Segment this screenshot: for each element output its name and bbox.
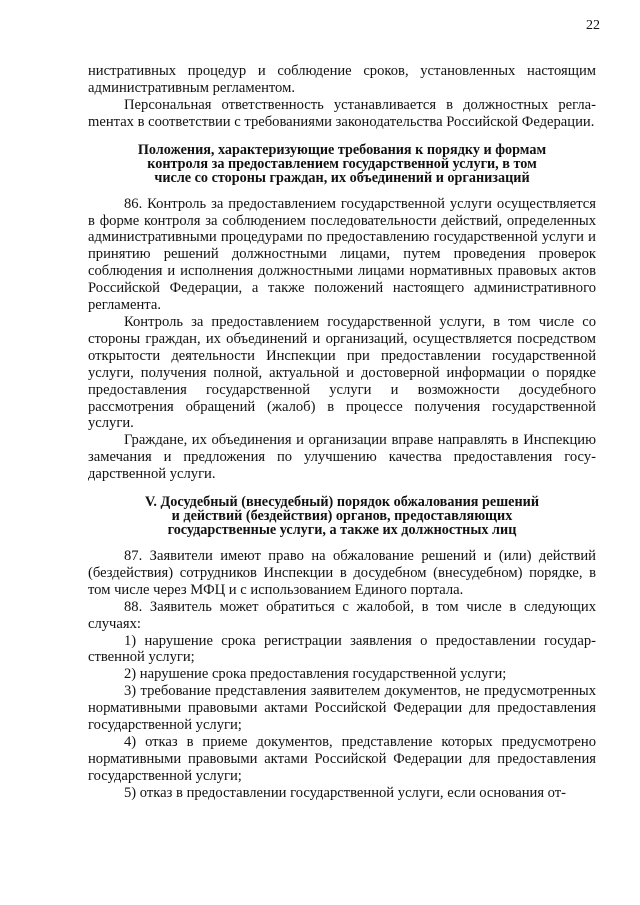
document-body: [88, 63, 596, 802]
page-number: 22: [586, 18, 600, 33]
paragraph: Контроль за предоставлением государственной услуги, в том числе со стороны граждан, их объединений и организаций, осуществляется посредством открытости деятельности Инспекции при предоставлении государственной услуги, получения полной, актуальной и достоверной информации о порядке предоставления государственной услуги и возможности досудебного рассмотрения обращений (жалоб) в процессе получения государственной услуги.: [88, 313, 596, 432]
section-heading: [88, 143, 596, 185]
section-heading-line: числе со стороны граждан, их объединений и организаций: [154, 169, 530, 186]
paragraph: 86. Контроль за предоставлением государственной услуги осуществляется в форме контроля за соблюдением последовательности действий, определенных административными процедурами по предоставлению государственной услуги и принятию решений должностными лицами, путем проведения проверок соблюдения и исполнения должностными лицами нормативных правовых актов Российской Федерации, а также положений настоящего административного регламента.: [88, 195, 596, 314]
paragraph: нистративных процедур и соблюдение сроков, установленных настоящим административным регламентом.: [88, 63, 596, 96]
paragraph: Персональная ответственность устанавливается в должностных реглаmентах в соответствии с требованиями законодательства Российской Федерации.: [88, 96, 596, 130]
paragraph: 88. Заявитель может обратиться с жалобой, в том числе в следующих случаях:: [88, 598, 596, 632]
paragraph: 2) нарушение срока предоставления государственной услуги;: [124, 666, 507, 683]
paragraph: 5) отказ в предоставлении государственной услуги, если основания от-: [124, 784, 567, 801]
paragraph: Граждане, их объединения и организации вправе направлять в Инспекцию замечания и предложения по улучшению качества предоставления государственной услуги.: [88, 432, 596, 483]
section-heading: [88, 495, 596, 537]
paragraph: 3) требование представления заявителем документов, не предусмотренных нормативными правовыми актами Российской Федерации для предоставления государственной услуги;: [88, 683, 596, 734]
section-heading-line: Положения, характеризующие требования к порядку и формам: [137, 141, 547, 158]
section-heading-line: контроля за предоставлением государственной услуги, в том: [147, 155, 537, 172]
section-heading-line: государственные услуги, а также их должностных лиц: [167, 522, 517, 539]
section-heading-line: V. Досудебный (внесудебный) порядок обжалования решений: [145, 494, 539, 511]
paragraph: 4) отказ в приеме документов, представление которых предусмотрено нормативными правовыми актами Российской Федерации для предоставления государственной услуги;: [88, 734, 596, 784]
paragraph: 87. Заявители имеют право на обжалование решений и (или) действий (бездействия) сотрудников Инспекции в досудебном (внесудебном) порядке, в том числе через МФЦ и с использованием Единого портала.: [88, 548, 596, 598]
section-heading-line: и действий (бездействия) органов, предоставляющих: [171, 508, 513, 525]
paragraph: 1) нарушение срока регистрации заявления о предоставлении государственной услуги;: [88, 632, 596, 666]
